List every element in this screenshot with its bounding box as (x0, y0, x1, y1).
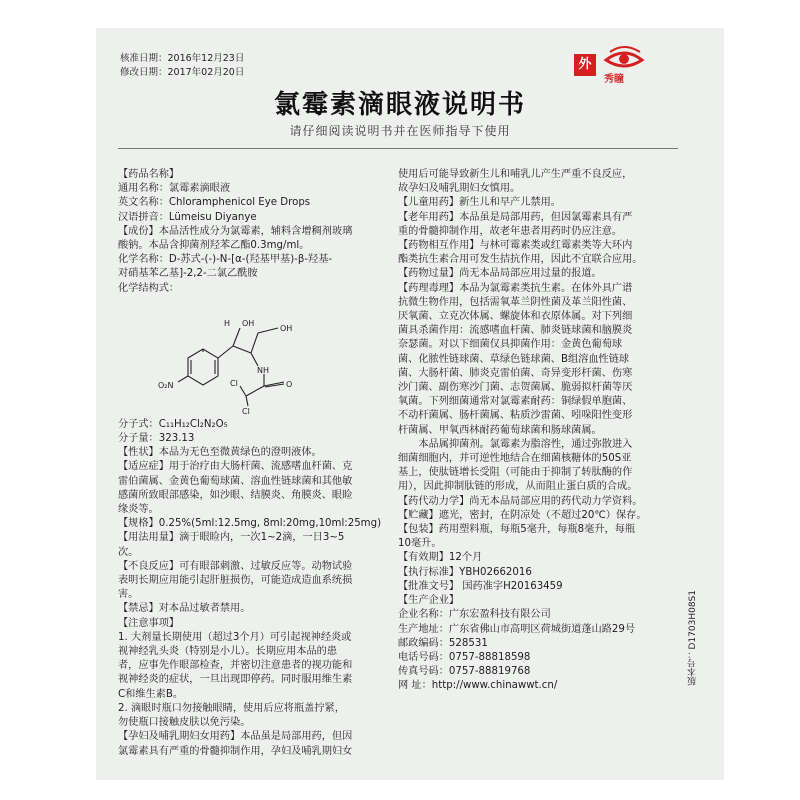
pharmacology-line: 菌、化脓性链球菌、草绿色链球菌、B组溶血性链球 (398, 353, 630, 365)
pregnancy-line: 【孕妇及哺乳期妇女用药】本品虽是局部用药，但因 (118, 731, 353, 743)
approval-number-section: 【批准文号】 国药准字H20163459 (398, 580, 563, 592)
document-subtitle: 请仔细阅读说明书并在医师指导下使用 (289, 124, 511, 138)
adverse-line: 表明长期应用能引起肝脏损伤，可能造成造血系统损 (118, 575, 353, 587)
pharmacology-line: 不动杆菌属、肠杆菌属、粘质沙雷菌、吲哚阳性变形 (398, 410, 633, 422)
structure-label-cl: Cl (242, 406, 250, 416)
website: 网 址：http://www.chinawwt.cn/ (398, 680, 558, 692)
caution-heading: 【注意事项】 (118, 617, 180, 629)
structure-label-nh: NH (257, 365, 269, 375)
ingredients-line: 酸钠。本品含抑菌剂羟苯乙酯0.3mg/ml。 (118, 240, 310, 252)
pharmacology-line: 抗微生物作用，包括需氧革兰阴性菌及革兰阳性菌、 (398, 296, 633, 308)
pharmacology-line: 本品属抑菌剂。氯霉素为脂溶性，通过弥散进入 (418, 438, 633, 450)
pharmacology-line: 菌、大肠杆菌、肺炎克雷伯菌、奇异变形杆菌、伤寒 (398, 367, 633, 379)
structure-label-oh: OH (280, 323, 293, 333)
overdose-section: 【药物过量】尚无本品局部应用过量的报道。 (398, 268, 602, 280)
contraindication-section: 【禁忌】对本品过敏者禁用。 (118, 603, 251, 615)
revision-date: 修改日期：2017年02月20日 (120, 67, 245, 78)
version-number: 版本号：D1703H08S1 (688, 590, 698, 686)
structure-label-h: H (224, 318, 231, 328)
pharmacology-line: 细菌细胞内，并可逆性地结合在细菌核糖体的50S亚 (398, 453, 632, 465)
pediatric-section: 【儿童用药】新生儿和早产儿禁用。 (398, 197, 561, 209)
indication-line: 【适应症】用于治疗由大肠杆菌、流感嗜血杆菌、克 (118, 461, 353, 473)
pharmacology-line: 氧菌。下列细菌通常对氯霉素耐药：铜绿假单胞菌、 (398, 396, 633, 408)
pharmacology-line: 【药理毒理】本品为氯霉素类抗生素。在体外具广谱 (398, 282, 633, 294)
usage-line: 次。 (118, 546, 139, 558)
chemical-name-line: 对硝基苯乙基]-2,2-二氯乙酰胺 (118, 268, 258, 280)
interaction-line: 酯类抗生素合用可发生拮抗作用，因此不宜联合应用。 (398, 254, 643, 266)
package-line: 10毫升。 (398, 538, 442, 550)
elderly-line: 重的骨髓抑制作用，故老年患者用药时仍应注意。 (398, 225, 623, 237)
package-line: 【包装】药用塑料瓶，每瓶5毫升，每瓶8毫升，每瓶 (398, 524, 636, 536)
pharmacology-line: 奈瑟菌。对以下细菌仅具抑菌作用：金黄色葡萄球 (398, 339, 623, 351)
specification-section: 【规格】0.25%(5ml:12.5mg, 8ml:20mg,10ml:25mg) (118, 518, 382, 530)
indication-line: 雷伯菌属、金黄色葡萄球菌、溶血性链球菌和其他敏 (118, 475, 353, 487)
pregnancy-continued: 使用后可能导致新生儿和哺乳儿产生严重不良反应， (398, 169, 633, 180)
header-dates (120, 52, 244, 80)
pharmacology-line: 用），因此抑制肽链的形成，从而阻止蛋白质的合成。 (398, 481, 638, 493)
structure-heading: 化学结构式： (118, 282, 180, 294)
indication-line: 感菌所致眼部感染，如沙眼、结膜炎、角膜炎、眼睑 (118, 489, 353, 501)
molecular-weight: 分子量：323.13 (118, 433, 195, 445)
pharmacology-line: 沙门菌、副伤寒沙门菌、志贺菌属、脆弱拟杆菌等厌 (398, 382, 633, 394)
pharmacology-line: 菌具杀菌作用：流感嗜血杆菌、肺炎链球菌和脑膜炎 (398, 325, 633, 337)
standard-section: 【执行标准】YBH02662016 (398, 566, 532, 578)
validity-section: 【有效期】12个月 (398, 552, 483, 564)
caution-line: 视神经炎的症状，一旦出现即停药。同时服用维生素 (118, 674, 353, 686)
chemical-structure-diagram (118, 298, 390, 416)
structure-label-oh: OH (242, 318, 255, 328)
structure-label-no2: O₂N (158, 380, 174, 390)
caution-line: 视神经乳头炎（特别是小儿）。长期应用本品的患 (118, 646, 338, 658)
caution-line: 勿使瓶口接触皮肤以免污染。 (118, 717, 251, 729)
english-name: 英文名称：Chloramphenicol Eye Drops (118, 197, 311, 209)
usage-line: 【用法用量】滴于眼睑内，一次1~2滴，一日3~5 (118, 532, 345, 544)
pharmacokinetics-section: 【药代动力学】尚无本品局部应用的药代动力学资料。 (398, 495, 643, 507)
phone-number: 电话号码：0757-88818598 (398, 651, 531, 663)
title-divider (118, 148, 678, 149)
caution-line: C和维生素B。 (118, 688, 184, 700)
otc-external-mark: 外 (574, 54, 596, 76)
fax-number: 传真号码：0757-88819768 (398, 666, 531, 678)
character-section: 【性状】本品为无色至微黄绿色的澄明液体。 (118, 447, 322, 459)
company-address: 生产地址：广东省佛山市高明区荷城街道蓬山路29号 (398, 623, 636, 635)
company-name: 企业名称：广东宏盈科技有限公司 (398, 609, 551, 621)
ingredients-line: 【成份】本品活性成分为氯霉素，辅料含增稠剂玻璃 (118, 225, 353, 237)
manufacturer-heading: 【生产企业】 (398, 595, 460, 607)
elderly-line: 【老年用药】本品虽是局部用药，但因氯霉素具有严 (398, 211, 633, 223)
pinyin-name: 汉语拼音：Lümeisu Diyanye (118, 211, 257, 223)
caution-line: 1. 大剂量长期使用（超过3个月）可引起视神经炎或 (118, 631, 352, 643)
generic-name: 通用名称：氯霉素滴眼液 (118, 183, 231, 195)
drug-name-heading: 【药品名称】 (118, 169, 180, 180)
brand-name: 秀瞳 (604, 74, 624, 85)
molecular-formula: 分子式：C₁₁H₁₂Cl₂N₂O₅ (118, 418, 228, 430)
right-column (398, 168, 680, 694)
structure-drawing (118, 298, 318, 416)
adverse-line: 害。 (118, 589, 139, 601)
interaction-line: 【药物相互作用】与林可霉素类或红霉素类等大环内 (398, 240, 633, 252)
adverse-line: 【不良反应】可有眼部刺激、过敏反应等。动物试验 (118, 560, 353, 572)
left-column (118, 168, 390, 759)
pharmacology-line: 厌氧菌、立克次体属、螺旋体和衣原体属。对下列细 (398, 311, 633, 323)
indication-line: 缘炎等。 (118, 504, 159, 516)
chemical-name-line: 化学名称：D-苏式-(-)-N-[α-(羟基甲基)-β-羟基- (118, 254, 333, 266)
caution-line: 2. 滴眼时瓶口勿接触眼睛，使用后应将瓶盖拧紧， (118, 702, 345, 714)
pregnancy-line: 氯霉素具有严重的骨髓抑制作用，孕妇及哺乳期妇女 (118, 745, 353, 757)
pharmacology-line: 基上，使肽链增长受阻（可能由于抑制了转肽酶的作 (398, 467, 633, 479)
structure-label-cl: Cl (230, 378, 238, 388)
pregnancy-continued: 故孕妇及哺乳期妇女慎用。 (398, 183, 521, 195)
approval-date: 核准日期：2016年12月23日 (120, 53, 245, 64)
postal-code: 邮政编码：528531 (398, 637, 488, 649)
caution-line: 者，应事先作眼部检查，并密切注意患者的视功能和 (118, 660, 353, 672)
pharmacology-line: 杆菌属、甲氧西林耐药葡萄球菌和肠球菌属。 (398, 424, 602, 436)
structure-label-o: O (286, 379, 293, 389)
storage-section: 【贮藏】遮光，密封，在阴凉处（不超过20℃）保存。 (398, 509, 647, 521)
document-title: 氯霉素滴眼液说明书 (273, 90, 526, 120)
